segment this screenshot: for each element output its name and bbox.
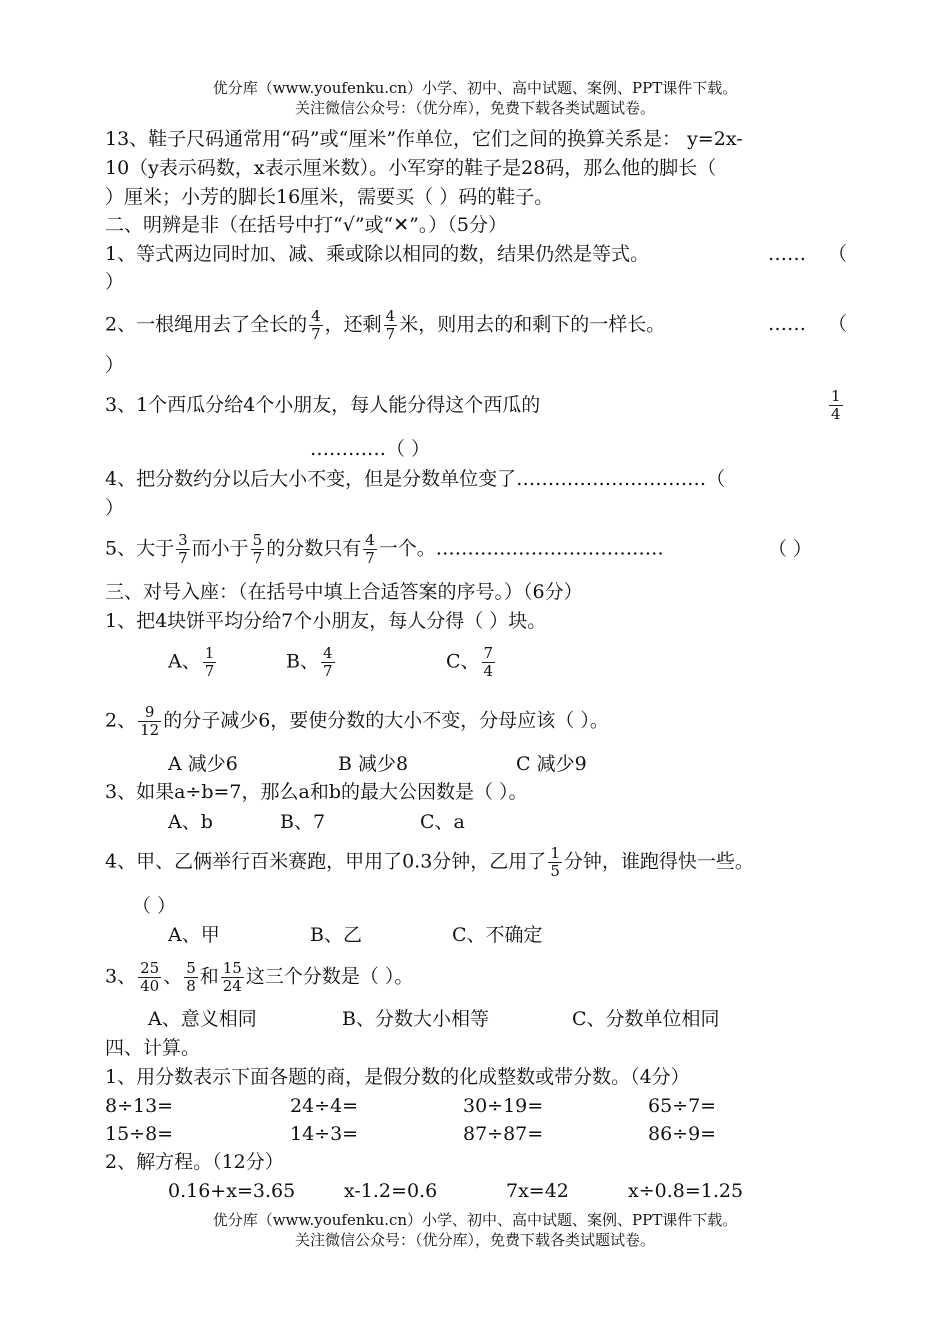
frac-denominator: 8 — [186, 977, 196, 995]
s3-q2-frac — [138, 704, 161, 739]
s4-q1-row2-c3: 87÷87= — [463, 1123, 544, 1145]
frac-denominator: 7 — [385, 325, 396, 343]
s2-q1-text: 1、等式两边同时加、减、乘或除以相同的数，结果仍然是等式。 — [105, 243, 650, 265]
s4-q1-row1-c3: 30÷19= — [463, 1095, 544, 1117]
q13-line-3: ）厘米；小芳的脚长16厘米，需要买（ ）码的鞋子。 — [105, 186, 554, 208]
s3-q2-text: 的分子减少6，要使分数的大小不变，分母应该（ ）。 — [163, 709, 609, 732]
s3-q3-option-c: C、a — [420, 811, 465, 833]
s2-q5-text-a: 5、大于 — [105, 537, 175, 560]
s3-q4-text-a: 4、甲、乙俩举行百米赛跑，甲用了0.3分钟，乙用了 — [105, 850, 547, 873]
frac-numerator: 4 — [365, 531, 375, 549]
s2-q5-text-d: 一个。……………………………… — [378, 537, 664, 560]
s4-q1-row1-c4: 65÷7= — [648, 1095, 717, 1117]
frac-numerator: 7 — [483, 644, 494, 662]
s4-q2-eq-2: x-1.2=0.6 — [344, 1180, 438, 1202]
s4-q2-eq-1: 0.16+x=3.65 — [168, 1180, 296, 1202]
s3-q5-frac-2 — [184, 960, 198, 995]
s3-q1-option-b — [286, 645, 337, 680]
s2-q2-frac-2 — [384, 308, 398, 343]
s4-q2-eq-3: 7x=42 — [506, 1180, 569, 1202]
s2-q4-paren-close: ） — [105, 497, 125, 519]
s2-q2-dots: …… — [768, 313, 806, 335]
s3-q4-option-a: A、甲 — [168, 924, 220, 946]
frac-denominator: 12 — [140, 721, 160, 739]
s2-q1-paren-close: ） — [105, 271, 125, 293]
s3-q3-option-a: A、b — [168, 811, 213, 833]
page-header — [0, 78, 950, 118]
frac-numerator: 15 — [222, 959, 242, 977]
frac-numerator: 9 — [144, 703, 155, 721]
s3-q2-line — [105, 704, 609, 739]
s2-q5-line — [105, 532, 664, 567]
s2-q5-text-c: 的分数只有 — [266, 537, 362, 560]
frac-numerator: 4 — [311, 307, 321, 325]
frac-denominator: 24 — [222, 977, 242, 995]
frac-numerator: 5 — [186, 959, 196, 977]
s3-q1-frac-b — [321, 645, 335, 680]
frac-numerator: 4 — [322, 644, 333, 662]
s2-q2-paren-close: ） — [105, 354, 125, 376]
s4-q1-row2-c4: 86÷9= — [648, 1123, 717, 1145]
frac-numerator: 5 — [252, 531, 263, 549]
s3-q4-paren: （ ） — [132, 895, 177, 917]
s3-q1-frac-c — [482, 645, 496, 680]
s2-q2-line — [105, 308, 665, 343]
s3-q4-text-b: 分钟，谁跑得快一些。 — [563, 850, 754, 873]
option-label: B、 — [286, 650, 319, 673]
q13-line-2: 10（y表示码数，x表示厘米数）。小军穿的鞋子是28码，那么他的脚长（ — [105, 157, 717, 179]
s2-q5-frac-3 — [363, 532, 377, 567]
s2-q2-frac-1 — [309, 308, 323, 343]
s4-q1-row2-c2: 14÷3= — [290, 1123, 359, 1145]
footer-line-2: 关注微信公众号：（优分库），免费下载各类试题试卷。 — [294, 1231, 655, 1249]
s2-q5-text-b: 而小于 — [191, 537, 249, 560]
s3-q5-option-a: A、意义相同 — [148, 1008, 257, 1030]
s2-q5-frac-1 — [176, 532, 190, 567]
s2-q2-text-b: ，还剩 — [324, 313, 382, 336]
s3-q4-frac — [548, 845, 562, 880]
s2-q1-dots: …… — [768, 243, 806, 265]
s4-q1-row1-c1: 8÷13= — [105, 1095, 174, 1117]
s2-q3-dots: …………（ ） — [310, 438, 431, 460]
s3-q3-option-b: B、7 — [280, 811, 326, 833]
s3-q2-prefix: 2、 — [105, 709, 137, 732]
s3-q5-option-b: B、分数大小相等 — [342, 1008, 489, 1030]
frac-denominator: 4 — [831, 405, 841, 423]
option-label: A、 — [168, 650, 201, 673]
s2-q2-paren-open: （ — [828, 313, 848, 335]
s2-q2-text-c: 米，则用去的和剩下的一样长。 — [399, 313, 666, 336]
s3-q5-frac-3 — [221, 960, 244, 995]
page-footer — [0, 1210, 950, 1250]
s4-q1-row1-c2: 24÷4= — [290, 1095, 359, 1117]
option-label: C、 — [446, 650, 480, 673]
frac-denominator: 7 — [311, 325, 321, 343]
frac-denominator: 7 — [204, 662, 215, 680]
frac-denominator: 7 — [365, 549, 375, 567]
frac-numerator: 1 — [831, 387, 841, 405]
s3-q4-line — [105, 845, 754, 880]
s3-q1-option-c — [446, 645, 497, 680]
frac-numerator: 1 — [550, 844, 560, 862]
s4-q2-eq-4: x÷0.8=1.25 — [628, 1180, 744, 1202]
frac-denominator: 7 — [178, 549, 188, 567]
frac-denominator: 4 — [483, 662, 494, 680]
section3-title: 三、对号入座：（在括号中填上合适答案的序号。）（6分） — [105, 581, 583, 603]
s2-q3-text: 3、1个西瓜分给4个小朋友，每人能分得这个西瓜的 — [105, 394, 541, 416]
frac-numerator: 25 — [140, 959, 160, 977]
section2-title: 二、明辨是非（在括号中打“√”或“✕”。）（5分） — [105, 214, 507, 236]
s3-q2-option-c: C 减少9 — [516, 753, 587, 775]
s2-q3-frac — [829, 388, 843, 423]
s2-q5-frac-2 — [251, 532, 265, 567]
s3-q1-option-a — [168, 645, 218, 680]
header-line-1: 优分库（www.youfenku.cn）小学、初中、高中试题、案例、PPT课件下载。 — [212, 79, 738, 97]
s3-q5-frac-1 — [138, 960, 161, 995]
s3-q5-option-c: C、分数单位相同 — [572, 1008, 720, 1030]
s3-q4-option-b: B、乙 — [310, 924, 362, 946]
header-line-2: 关注微信公众号：（优分库），免费下载各类试题试卷。 — [294, 99, 655, 117]
s3-q5-sep-1: 、 — [163, 965, 183, 988]
s3-q2-option-a: A 减少6 — [168, 753, 238, 775]
s3-q5-line — [105, 960, 413, 995]
s3-q5-prefix: 3、 — [105, 965, 137, 988]
s3-q1-text: 1、把4块饼平均分给7个小朋友，每人分得（ ）块。 — [105, 610, 547, 632]
frac-denominator: 5 — [550, 862, 560, 880]
s4-q1-title: 1、用分数表示下面各题的商，是假分数的化成整数或带分数。（4分） — [105, 1066, 690, 1088]
s3-q5-sep-2: 和 — [199, 965, 219, 988]
s3-q4-option-c: C、不确定 — [452, 924, 543, 946]
frac-denominator: 7 — [322, 662, 333, 680]
s4-q1-row2-c1: 15÷8= — [105, 1123, 174, 1145]
q13-line-1: 13、鞋子尺码通常用“码”或“厘米”作单位，它们之间的换算关系是： y=2x- — [105, 128, 743, 150]
section4-title: 四、计算。 — [105, 1037, 201, 1059]
frac-denominator: 40 — [140, 977, 160, 995]
footer-line-1: 优分库（www.youfenku.cn）小学、初中、高中试题、案例、PPT课件下载。 — [212, 1211, 738, 1229]
s2-q4-text: 4、把分数约分以后大小不变，但是分数单位变了…………………………（ — [105, 468, 726, 490]
s3-q5-text: 这三个分数是（ ）。 — [245, 965, 414, 988]
s2-q1-paren-open: （ — [828, 243, 848, 265]
frac-numerator: 3 — [178, 531, 188, 549]
s3-q2-option-b: B 减少8 — [338, 753, 409, 775]
s3-q1-frac-a — [203, 645, 217, 680]
s2-q3-frac-wrap — [827, 388, 845, 423]
s2-q5-paren: （ ） — [768, 538, 813, 560]
s4-q2-title: 2、解方程。（12分） — [105, 1151, 284, 1173]
frac-numerator: 1 — [204, 644, 215, 662]
frac-numerator: 4 — [385, 307, 396, 325]
frac-denominator: 7 — [252, 549, 263, 567]
s2-q2-text-a: 2、一根绳用去了全长的 — [105, 313, 308, 336]
s3-q3-text: 3、如果a÷b=7，那么a和b的最大公因数是（ ）。 — [105, 781, 528, 803]
